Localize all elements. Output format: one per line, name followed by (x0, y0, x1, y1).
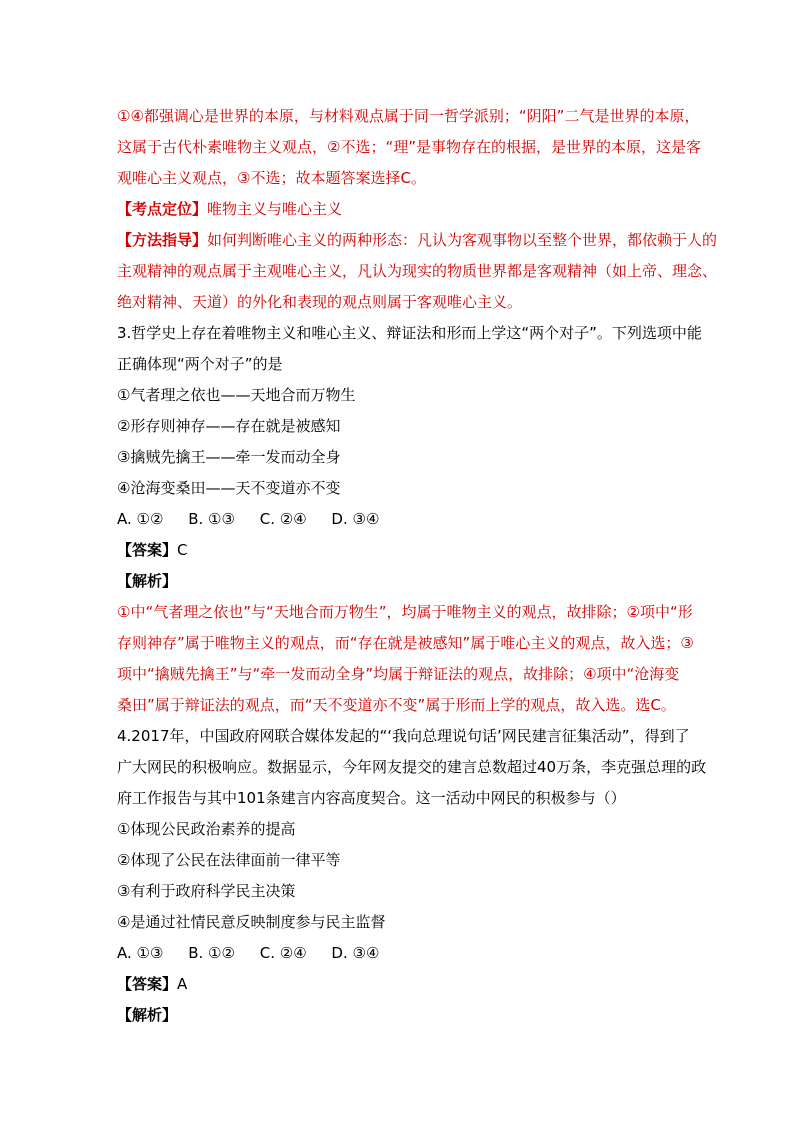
question-stem: 正确体现“两个对子”的是 (117, 355, 283, 373)
answer-line (117, 535, 687, 566)
fangfa-line: 主观精神的观点属于主观唯心主义，凡认为现实的物质世界都是客观精神（如上帝、理念、 (117, 262, 718, 280)
question-3 (117, 318, 702, 721)
q2-analysis (117, 101, 701, 194)
analysis-line: 存则神存”属于唯物主义的观点，而“存在就是被感知”属于唯心主义的观点，故入选；③ (117, 634, 694, 652)
question-stem: 4.2017年，中国政府网联合媒体发起的“‘我向总理说句话’网民建言征集活动”，得到了 (117, 727, 690, 745)
analysis-line: ①④都强调心是世界的本原，与材料观点属于同一哲学派别；“阴阳”二气是世界的本原， (117, 107, 700, 125)
question-stem: 3.哲学史上存在着唯物主义和唯心主义、辩证法和形而上学这“两个对子”。下列选项中能 (117, 324, 702, 342)
analysis-label: 【解析】 (117, 572, 178, 590)
document-page (117, 101, 718, 1031)
analysis-line: 桑田”属于辩证法的观点，而“天不变道亦不变”属于形而上学的观点，故入选。选C。 (117, 696, 676, 714)
answer-options (117, 504, 687, 535)
answer-label: 【答案】 (117, 541, 178, 559)
option-d: D. ③④ (331, 944, 380, 962)
question-item: ③有利于政府科学民主决策 (117, 882, 296, 900)
answer-options (117, 938, 687, 969)
q2-kaodian (117, 194, 687, 225)
fangfa-line: 如何判断唯心主义的两种形态：凡认为客观事物以至整个世界，都依赖于人的 (207, 231, 718, 249)
question-item: ①体现公民政治素养的提高 (117, 820, 296, 838)
option-b: B. ①② (188, 944, 235, 962)
question-item: ②形存则神存——存在就是被感知 (117, 417, 341, 435)
analysis-label: 【解析】 (117, 1006, 178, 1024)
question-4 (117, 721, 707, 1031)
option-a: A. ①③ (117, 944, 164, 962)
answer-label: 【答案】 (117, 975, 178, 993)
analysis-line: 项中“擒贼先擒王”与“牵一发而动全身”均属于辩证法的观点，故排除；④项中“沧海变 (117, 665, 680, 683)
question-item: ③擒贼先擒王——牵一发而动全身 (117, 448, 341, 466)
fangfa-line: 绝对精神、天道）的外化和表现的观点则属于客观唯心主义。 (117, 293, 523, 311)
analysis-line: ①中“气者理之依也”与“天地合而万物生”，均属于唯物主义的观点，故排除；②项中“形 (117, 603, 693, 621)
fangfa-label: 【方法指导】 (117, 231, 208, 249)
q2-fangfa (117, 225, 718, 318)
option-c: C. ②④ (259, 510, 307, 528)
answer-value: A (177, 975, 188, 993)
answer-value: C (177, 541, 188, 559)
question-item: ④沧海变桑田——天不变道亦不变 (117, 479, 341, 497)
kaodian-label: 【考点定位】 (117, 200, 208, 218)
kaodian-text: 唯物主义与唯心主义 (207, 200, 343, 218)
analysis-line: 观唯心主义观点，③不选；故本题答案选择C。 (117, 169, 426, 187)
option-d: D. ③④ (331, 510, 380, 528)
option-c: C. ②④ (259, 944, 307, 962)
answer-line (117, 969, 687, 1000)
question-stem: 府工作报告与其中101条建言内容高度契合。这一活动中网民的积极参与（） (117, 789, 626, 807)
question-item: ②体现了公民在法律面前一律平等 (117, 851, 341, 869)
analysis-line: 这属于古代朴素唯物主义观点，②不选；“理”是事物存在的根据，是世界的本原，这是客 (117, 138, 701, 156)
option-b: B. ①③ (188, 510, 235, 528)
question-stem: 广大网民的积极响应。数据显示，今年网友提交的建言总数超过40万条，李克强总理的政 (117, 758, 707, 776)
option-a: A. ①② (117, 510, 164, 528)
question-item: ①气者理之依也——天地合而万物生 (117, 386, 356, 404)
question-item: ④是通过社情民意反映制度参与民主监督 (117, 913, 386, 931)
